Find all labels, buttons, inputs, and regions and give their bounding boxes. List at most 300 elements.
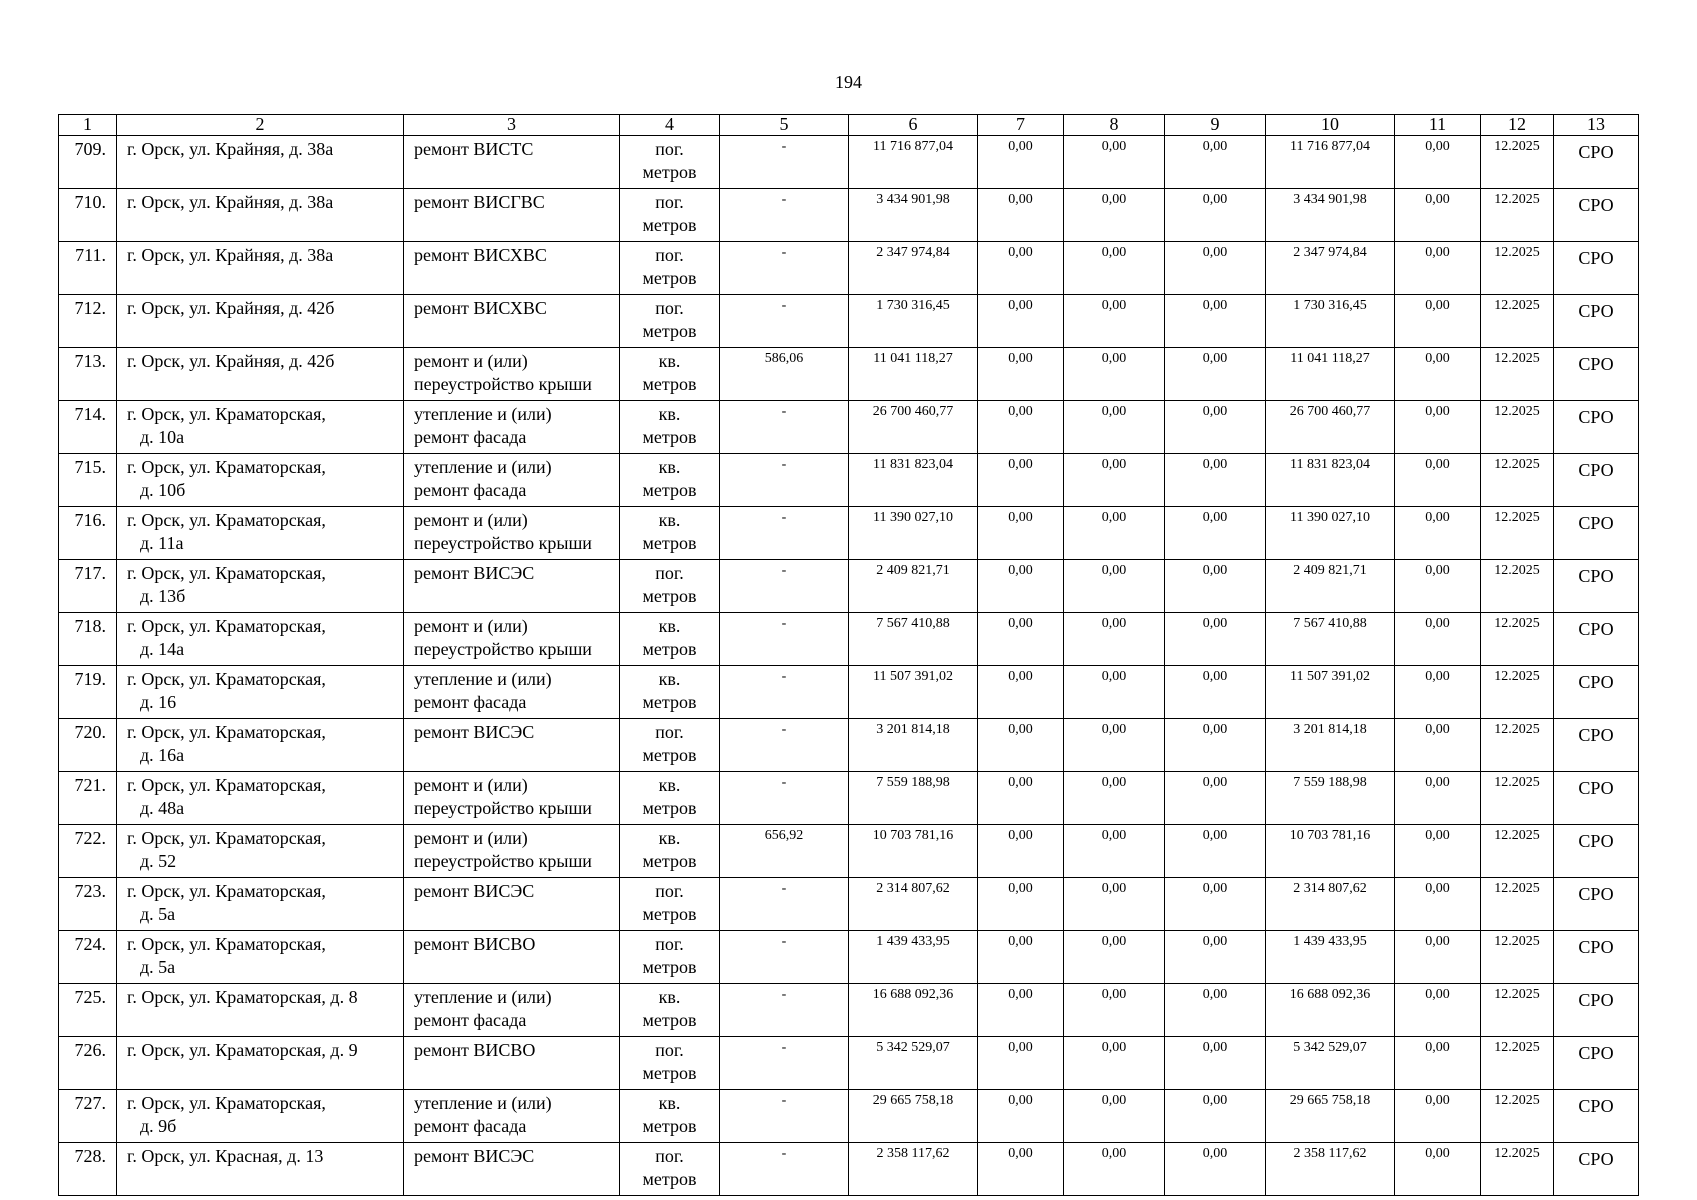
work-type-cell [404, 560, 620, 613]
column-header-5: 5 [720, 115, 849, 136]
address-cell [117, 295, 404, 348]
col10-cell [1266, 1143, 1395, 1196]
area-value: - [781, 775, 787, 790]
table-row [59, 189, 1639, 242]
column-header-12: 12 [1481, 115, 1554, 136]
unit-line-2: метров [642, 427, 697, 447]
unit-line-1: кв. [658, 510, 681, 530]
row-number: 709. [74, 139, 106, 159]
col9-value: 0,00 [1202, 722, 1228, 737]
col11-cell [1395, 719, 1481, 772]
col10-cell [1266, 348, 1395, 401]
col11-value: 0,00 [1425, 192, 1450, 207]
col8-cell [1064, 242, 1165, 295]
col7-cell [978, 454, 1064, 507]
area-value: - [781, 245, 787, 260]
address-line-1: г. Орск, ул. Краматорская, д. 8 [127, 987, 358, 1007]
work-type-line-1: ремонт ВИСЭС [414, 722, 535, 742]
unit-cell [620, 401, 720, 454]
col9-value: 0,00 [1202, 828, 1228, 843]
col10-value: 16 688 092,36 [1289, 987, 1371, 1002]
col10-value: 2 347 974,84 [1293, 245, 1367, 260]
area-value: - [781, 563, 787, 578]
col10-value: 2 358 117,62 [1293, 1146, 1367, 1161]
col9-cell [1165, 825, 1266, 878]
unit-cell [620, 1143, 720, 1196]
row-number: 714. [74, 404, 106, 424]
row-number-cell [59, 931, 117, 984]
column-header-10: 10 [1266, 115, 1395, 136]
col8-value: 0,00 [1101, 404, 1127, 419]
source-value: СРО [1578, 725, 1614, 745]
row-number: 723. [74, 881, 106, 901]
work-type-cell [404, 984, 620, 1037]
address-line-2: д. 5а [140, 904, 176, 924]
date-cell [1481, 931, 1554, 984]
col11-cell [1395, 560, 1481, 613]
col11-cell [1395, 454, 1481, 507]
unit-cell [620, 1090, 720, 1143]
total-cost-cell [849, 613, 978, 666]
table-row [59, 719, 1639, 772]
date-cell [1481, 348, 1554, 401]
col10-value: 1 730 316,45 [1293, 298, 1367, 313]
unit-line-2: метров [642, 374, 697, 394]
source-value: СРО [1578, 672, 1614, 692]
col9-value: 0,00 [1202, 245, 1228, 260]
source-value: СРО [1578, 301, 1614, 321]
unit-line-1: кв. [658, 775, 681, 795]
col9-cell [1165, 507, 1266, 560]
address-line-1: г. Орск, ул. Краматорская, [127, 457, 326, 477]
row-number-cell [59, 295, 117, 348]
column-header-7: 7 [978, 115, 1064, 136]
col7-value: 0,00 [1008, 192, 1033, 207]
source-value: СРО [1578, 407, 1614, 427]
col11-cell [1395, 772, 1481, 825]
unit-cell [620, 613, 720, 666]
col7-cell [978, 878, 1064, 931]
col7-cell [978, 825, 1064, 878]
col11-value: 0,00 [1425, 987, 1450, 1002]
col9-cell [1165, 401, 1266, 454]
total-cost-cell [849, 136, 978, 189]
row-number: 724. [74, 934, 106, 954]
row-number-cell [59, 507, 117, 560]
col10-cell [1266, 613, 1395, 666]
col7-value: 0,00 [1008, 616, 1033, 631]
col7-cell [978, 348, 1064, 401]
total-cost-value: 7 559 188,98 [876, 775, 950, 790]
row-number: 720. [74, 722, 106, 742]
col10-value: 2 314 807,62 [1293, 881, 1367, 896]
unit-cell [620, 348, 720, 401]
col11-value: 0,00 [1425, 669, 1450, 684]
col10-cell [1266, 825, 1395, 878]
col10-value: 7 559 188,98 [1293, 775, 1367, 790]
work-type-line-1: утепление и (или) [414, 669, 552, 689]
col8-cell [1064, 1143, 1165, 1196]
source-cell [1554, 984, 1639, 1037]
col10-cell [1266, 1090, 1395, 1143]
work-type-cell [404, 825, 620, 878]
unit-line-2: метров [642, 1010, 697, 1030]
col9-cell [1165, 242, 1266, 295]
col8-value: 0,00 [1101, 192, 1127, 207]
row-number-cell [59, 1143, 117, 1196]
col10-cell [1266, 878, 1395, 931]
col10-value: 11 716 877,04 [1290, 139, 1370, 154]
work-type-line-1: утепление и (или) [414, 1093, 552, 1113]
row-number-cell [59, 136, 117, 189]
unit-line-2: метров [642, 268, 697, 288]
area-cell [720, 401, 849, 454]
date-value: 12.2025 [1494, 1040, 1540, 1055]
date-value: 12.2025 [1494, 457, 1540, 472]
date-cell [1481, 878, 1554, 931]
row-number-cell [59, 984, 117, 1037]
total-cost-value: 1 439 433,95 [876, 934, 950, 949]
address-line-2: д. 10б [140, 480, 186, 500]
col10-value: 11 507 391,02 [1290, 669, 1370, 684]
source-cell [1554, 931, 1639, 984]
col9-cell [1165, 666, 1266, 719]
source-cell [1554, 1090, 1639, 1143]
address-line-1: г. Орск, ул. Краматорская, [127, 934, 326, 954]
row-number: 713. [74, 351, 106, 371]
col7-value: 0,00 [1008, 245, 1033, 260]
area-cell [720, 878, 849, 931]
table-row [59, 613, 1639, 666]
address-cell [117, 1037, 404, 1090]
total-cost-value: 2 409 821,71 [876, 563, 950, 578]
col7-value: 0,00 [1008, 457, 1033, 472]
address-line-2: д. 48а [140, 798, 185, 818]
work-type-cell [404, 136, 620, 189]
unit-line-2: метров [642, 1116, 697, 1136]
area-cell [720, 931, 849, 984]
area-value: - [781, 404, 787, 419]
col9-cell [1165, 984, 1266, 1037]
work-type-line-1: ремонт и (или) [414, 351, 528, 371]
unit-line-1: пог. [655, 722, 684, 742]
unit-line-1: пог. [655, 934, 684, 954]
row-number: 716. [74, 510, 106, 530]
work-type-line-2: переустройство крыши [414, 798, 592, 818]
col7-cell [978, 666, 1064, 719]
unit-cell [620, 295, 720, 348]
total-cost-cell [849, 295, 978, 348]
address-line-2: д. 52 [140, 851, 177, 871]
source-value: СРО [1578, 1096, 1614, 1116]
col7-value: 0,00 [1008, 139, 1033, 154]
row-number-cell [59, 666, 117, 719]
source-cell [1554, 1037, 1639, 1090]
col7-value: 0,00 [1008, 934, 1033, 949]
unit-line-1: кв. [658, 828, 681, 848]
col8-value: 0,00 [1101, 298, 1127, 313]
col9-value: 0,00 [1202, 1146, 1228, 1161]
date-cell [1481, 295, 1554, 348]
address-cell [117, 878, 404, 931]
unit-cell [620, 878, 720, 931]
row-number-cell [59, 560, 117, 613]
total-cost-value: 3 434 901,98 [876, 192, 950, 207]
address-line-1: г. Орск, ул. Краматорская, [127, 510, 326, 530]
col11-cell [1395, 1143, 1481, 1196]
area-value: - [781, 987, 787, 1002]
col11-value: 0,00 [1425, 510, 1450, 525]
col10-value: 3 201 814,18 [1293, 722, 1367, 737]
col11-cell [1395, 613, 1481, 666]
work-type-line-2: переустройство крыши [414, 533, 592, 553]
source-value: СРО [1578, 513, 1614, 533]
address-line-2: д. 5а [140, 957, 176, 977]
unit-line-2: метров [642, 321, 697, 341]
total-cost-value: 7 567 410,88 [876, 616, 950, 631]
total-cost-cell [849, 454, 978, 507]
total-cost-cell [849, 507, 978, 560]
col11-value: 0,00 [1425, 351, 1450, 366]
col7-value: 0,00 [1008, 987, 1033, 1002]
col9-cell [1165, 1143, 1266, 1196]
work-type-cell [404, 348, 620, 401]
source-cell [1554, 719, 1639, 772]
date-value: 12.2025 [1494, 192, 1540, 207]
date-cell [1481, 772, 1554, 825]
total-cost-cell [849, 242, 978, 295]
unit-line-1: пог. [655, 881, 684, 901]
unit-line-1: кв. [658, 669, 681, 689]
date-cell [1481, 825, 1554, 878]
area-cell [720, 189, 849, 242]
area-cell [720, 825, 849, 878]
total-cost-cell [849, 825, 978, 878]
address-line-1: г. Орск, ул. Краматорская, [127, 1093, 326, 1113]
total-cost-cell [849, 666, 978, 719]
column-header-9: 9 [1165, 115, 1266, 136]
col11-cell [1395, 242, 1481, 295]
source-cell [1554, 878, 1639, 931]
col7-cell [978, 189, 1064, 242]
col8-value: 0,00 [1101, 828, 1127, 843]
col8-value: 0,00 [1101, 351, 1127, 366]
total-cost-value: 11 390 027,10 [873, 510, 953, 525]
source-cell [1554, 348, 1639, 401]
col9-cell [1165, 772, 1266, 825]
col11-value: 0,00 [1425, 139, 1450, 154]
unit-cell [620, 772, 720, 825]
unit-cell [620, 984, 720, 1037]
unit-line-1: пог. [655, 298, 684, 318]
unit-line-2: метров [642, 1169, 697, 1189]
row-number-cell [59, 878, 117, 931]
col11-value: 0,00 [1425, 457, 1450, 472]
work-type-cell [404, 613, 620, 666]
area-cell [720, 666, 849, 719]
col9-cell [1165, 295, 1266, 348]
col11-cell [1395, 825, 1481, 878]
work-type-line-1: ремонт и (или) [414, 775, 528, 795]
address-line-1: г. Орск, ул. Краматорская, [127, 775, 326, 795]
work-type-cell [404, 931, 620, 984]
col11-cell [1395, 136, 1481, 189]
col8-value: 0,00 [1101, 563, 1127, 578]
work-type-line-1: ремонт ВИСТС [414, 139, 534, 159]
row-number: 710. [74, 192, 106, 212]
area-value: - [781, 1093, 787, 1108]
row-number: 717. [74, 563, 106, 583]
total-cost-cell [849, 772, 978, 825]
col8-cell [1064, 189, 1165, 242]
date-value: 12.2025 [1494, 510, 1540, 525]
work-type-line-1: ремонт ВИСЭС [414, 563, 535, 583]
col7-cell [978, 719, 1064, 772]
work-type-line-1: ремонт ВИСХВС [414, 245, 547, 265]
work-type-line-2: ремонт фасада [414, 692, 527, 712]
row-number: 718. [74, 616, 106, 636]
col10-value: 3 434 901,98 [1293, 192, 1367, 207]
row-number-cell [59, 825, 117, 878]
area-cell [720, 348, 849, 401]
address-line-1: г. Орск, ул. Краматорская, [127, 881, 326, 901]
col7-cell [978, 401, 1064, 454]
col10-value: 10 703 781,16 [1289, 828, 1371, 843]
col7-cell [978, 1090, 1064, 1143]
unit-line-2: метров [642, 162, 697, 182]
area-cell [720, 1037, 849, 1090]
col7-value: 0,00 [1008, 828, 1033, 843]
col9-value: 0,00 [1202, 298, 1228, 313]
address-cell [117, 136, 404, 189]
col7-value: 0,00 [1008, 669, 1033, 684]
address-line-1: г. Орск, ул. Крайняя, д. 42б [127, 351, 335, 371]
address-line-2: д. 9б [140, 1116, 177, 1136]
address-cell [117, 507, 404, 560]
col7-cell [978, 507, 1064, 560]
col8-cell [1064, 984, 1165, 1037]
unit-cell [620, 931, 720, 984]
col7-value: 0,00 [1008, 775, 1033, 790]
row-number-cell [59, 401, 117, 454]
work-type-line-2: ремонт фасада [414, 480, 527, 500]
address-line-1: г. Орск, ул. Краматорская, [127, 828, 326, 848]
area-cell [720, 454, 849, 507]
date-cell [1481, 507, 1554, 560]
col9-value: 0,00 [1202, 192, 1228, 207]
col7-cell [978, 560, 1064, 613]
column-header-11: 11 [1395, 115, 1481, 136]
date-cell [1481, 560, 1554, 613]
col11-value: 0,00 [1425, 934, 1450, 949]
col8-cell [1064, 507, 1165, 560]
col11-value: 0,00 [1425, 775, 1450, 790]
work-type-cell [404, 401, 620, 454]
col9-value: 0,00 [1202, 775, 1228, 790]
col8-cell [1064, 772, 1165, 825]
unit-line-1: пог. [655, 245, 684, 265]
unit-line-1: пог. [655, 192, 684, 212]
col8-cell [1064, 348, 1165, 401]
date-cell [1481, 401, 1554, 454]
col9-cell [1165, 1037, 1266, 1090]
col11-cell [1395, 348, 1481, 401]
area-value: - [781, 669, 787, 684]
col7-value: 0,00 [1008, 881, 1033, 896]
address-line-1: г. Орск, ул. Краматорская, [127, 563, 326, 583]
date-value: 12.2025 [1494, 722, 1540, 737]
row-number: 719. [74, 669, 106, 689]
address-cell [117, 772, 404, 825]
col11-cell [1395, 984, 1481, 1037]
col9-value: 0,00 [1202, 881, 1228, 896]
col11-value: 0,00 [1425, 298, 1450, 313]
source-value: СРО [1578, 195, 1614, 215]
date-value: 12.2025 [1494, 828, 1540, 843]
table-row [59, 507, 1639, 560]
col8-cell [1064, 719, 1165, 772]
work-type-cell [404, 295, 620, 348]
address-line-2: д. 10а [140, 427, 185, 447]
row-number: 725. [74, 987, 106, 1007]
total-cost-cell [849, 931, 978, 984]
unit-line-2: метров [642, 586, 697, 606]
col10-value: 11 390 027,10 [1290, 510, 1370, 525]
source-cell [1554, 136, 1639, 189]
work-type-cell [404, 1090, 620, 1143]
unit-line-2: метров [642, 851, 697, 871]
area-value: - [781, 934, 787, 949]
col9-cell [1165, 613, 1266, 666]
row-number-cell [59, 613, 117, 666]
col8-value: 0,00 [1101, 139, 1127, 154]
column-header-13: 13 [1554, 115, 1639, 136]
work-type-line-1: ремонт ВИСГВС [414, 192, 545, 212]
area-value: - [781, 192, 787, 207]
table-row [59, 772, 1639, 825]
source-cell [1554, 1143, 1639, 1196]
col10-cell [1266, 984, 1395, 1037]
row-number: 712. [74, 298, 106, 318]
col7-value: 0,00 [1008, 298, 1033, 313]
unit-line-1: кв. [658, 351, 681, 371]
unit-cell [620, 136, 720, 189]
area-value: - [781, 616, 787, 631]
col8-value: 0,00 [1101, 457, 1127, 472]
row-number: 721. [74, 775, 106, 795]
col11-value: 0,00 [1425, 722, 1450, 737]
source-value: СРО [1578, 460, 1614, 480]
col8-cell [1064, 666, 1165, 719]
source-cell [1554, 454, 1639, 507]
col9-value: 0,00 [1202, 987, 1228, 1002]
source-value: СРО [1578, 990, 1614, 1010]
col8-cell [1064, 136, 1165, 189]
address-cell [117, 189, 404, 242]
address-cell [117, 454, 404, 507]
row-number-cell [59, 719, 117, 772]
col8-value: 0,00 [1101, 669, 1127, 684]
col7-cell [978, 1143, 1064, 1196]
col10-cell [1266, 401, 1395, 454]
col7-cell [978, 295, 1064, 348]
col8-cell [1064, 931, 1165, 984]
unit-cell [620, 507, 720, 560]
col9-value: 0,00 [1202, 457, 1228, 472]
table-row [59, 242, 1639, 295]
col11-value: 0,00 [1425, 1093, 1450, 1108]
table-row [59, 454, 1639, 507]
